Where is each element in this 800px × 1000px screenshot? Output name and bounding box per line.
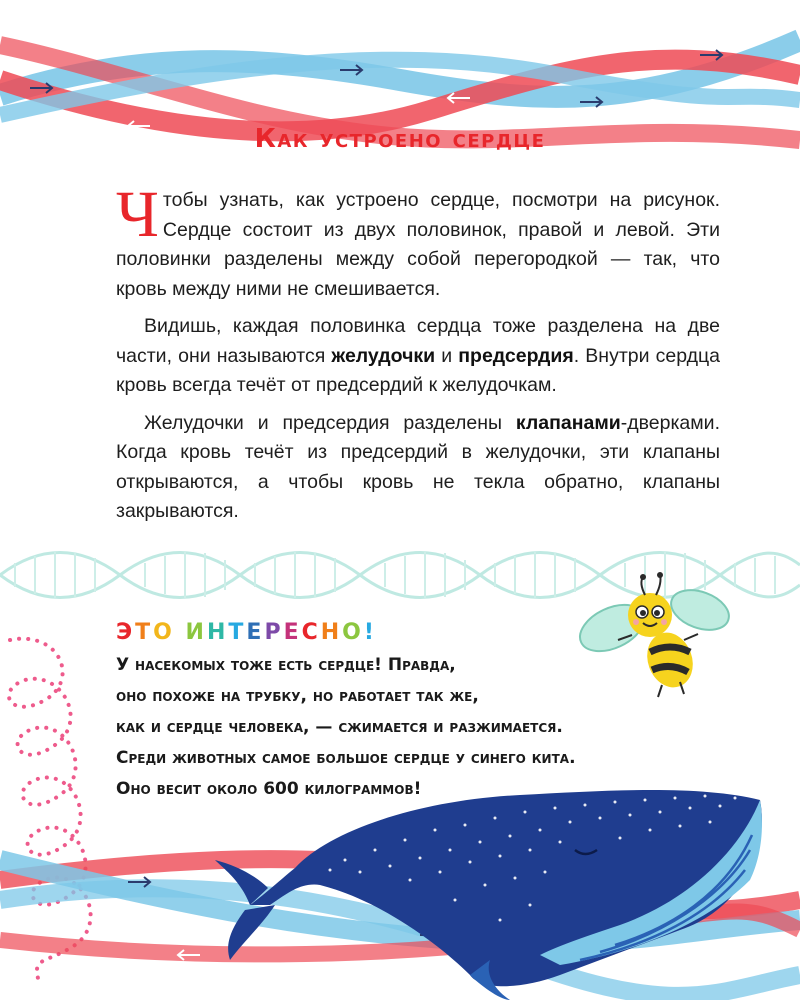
fact-line: У насекомых тоже есть сердце! Правда,: [116, 655, 456, 675]
paragraph-1: [116, 178, 720, 304]
heading-letter: Э: [116, 620, 136, 645]
page-title: Как устроено сердце: [254, 124, 546, 154]
fact-line: как и сердце человека, — сжимается и разжимается.: [116, 717, 563, 737]
interesting-heading: [116, 620, 377, 645]
term-valves: клапанами: [515, 411, 621, 434]
heading-letter: Е: [283, 620, 302, 645]
paragraph-2-text-2: и: [435, 344, 459, 367]
fact-line: оно похоже на трубку, но работает так же,: [116, 686, 479, 706]
heading-letter: Р: [264, 620, 284, 645]
paragraph-3-text-2: -дверками. Когда кровь течёт из предсердий в желудочки, эти клапаны открываются, а чтобы кровь не текла обратно, клапаны закрываются.: [116, 411, 720, 522]
paragraph-3-text-1: Желудочки и предсердия разделены: [144, 411, 516, 434]
paragraph-3: [116, 409, 720, 527]
heading-letter: И: [185, 620, 207, 645]
heading-letter: [175, 620, 186, 645]
heading-letter: Т: [135, 620, 154, 645]
paragraph-2-text-1: Видишь, каждая половинка сердца тоже разделена на две части, они называются: [116, 315, 720, 367]
heading-letter: Н: [206, 620, 229, 645]
heading-letter: Н: [320, 620, 343, 645]
fact-line: Среди животных самое большое сердце у синего кита.: [116, 748, 576, 768]
heading-letter: О: [342, 620, 364, 645]
interesting-fact-box: [116, 650, 716, 805]
pink-dotted-spiral-illustration: [9, 639, 91, 985]
heading-letter: !: [363, 620, 377, 645]
heading-letter: С: [301, 620, 321, 645]
heading-letter: О: [153, 620, 175, 645]
drop-cap-letter: Ч: [116, 178, 159, 251]
term-atria: предсердия: [458, 344, 574, 367]
heading-letter: Т: [228, 620, 247, 645]
heading-letter: Е: [246, 620, 265, 645]
paragraph-1-text: тобы узнать, как устроено сердце, посмотри на рисунок. Сердце состоит из двух половинок, правой и левой. Эти половинки разделены между собой перегородкой — так, что кровь между ними не смешивается.: [116, 189, 720, 300]
article-body: [116, 178, 720, 535]
term-ventricles: желудочки: [331, 344, 436, 367]
fact-line: Оно весит около 600 килограммов!: [116, 779, 422, 799]
paragraph-2-text-3: . Внутри сердца кровь всегда течёт от предсердий к желудочкам.: [116, 344, 720, 396]
paragraph-2: [116, 312, 720, 401]
